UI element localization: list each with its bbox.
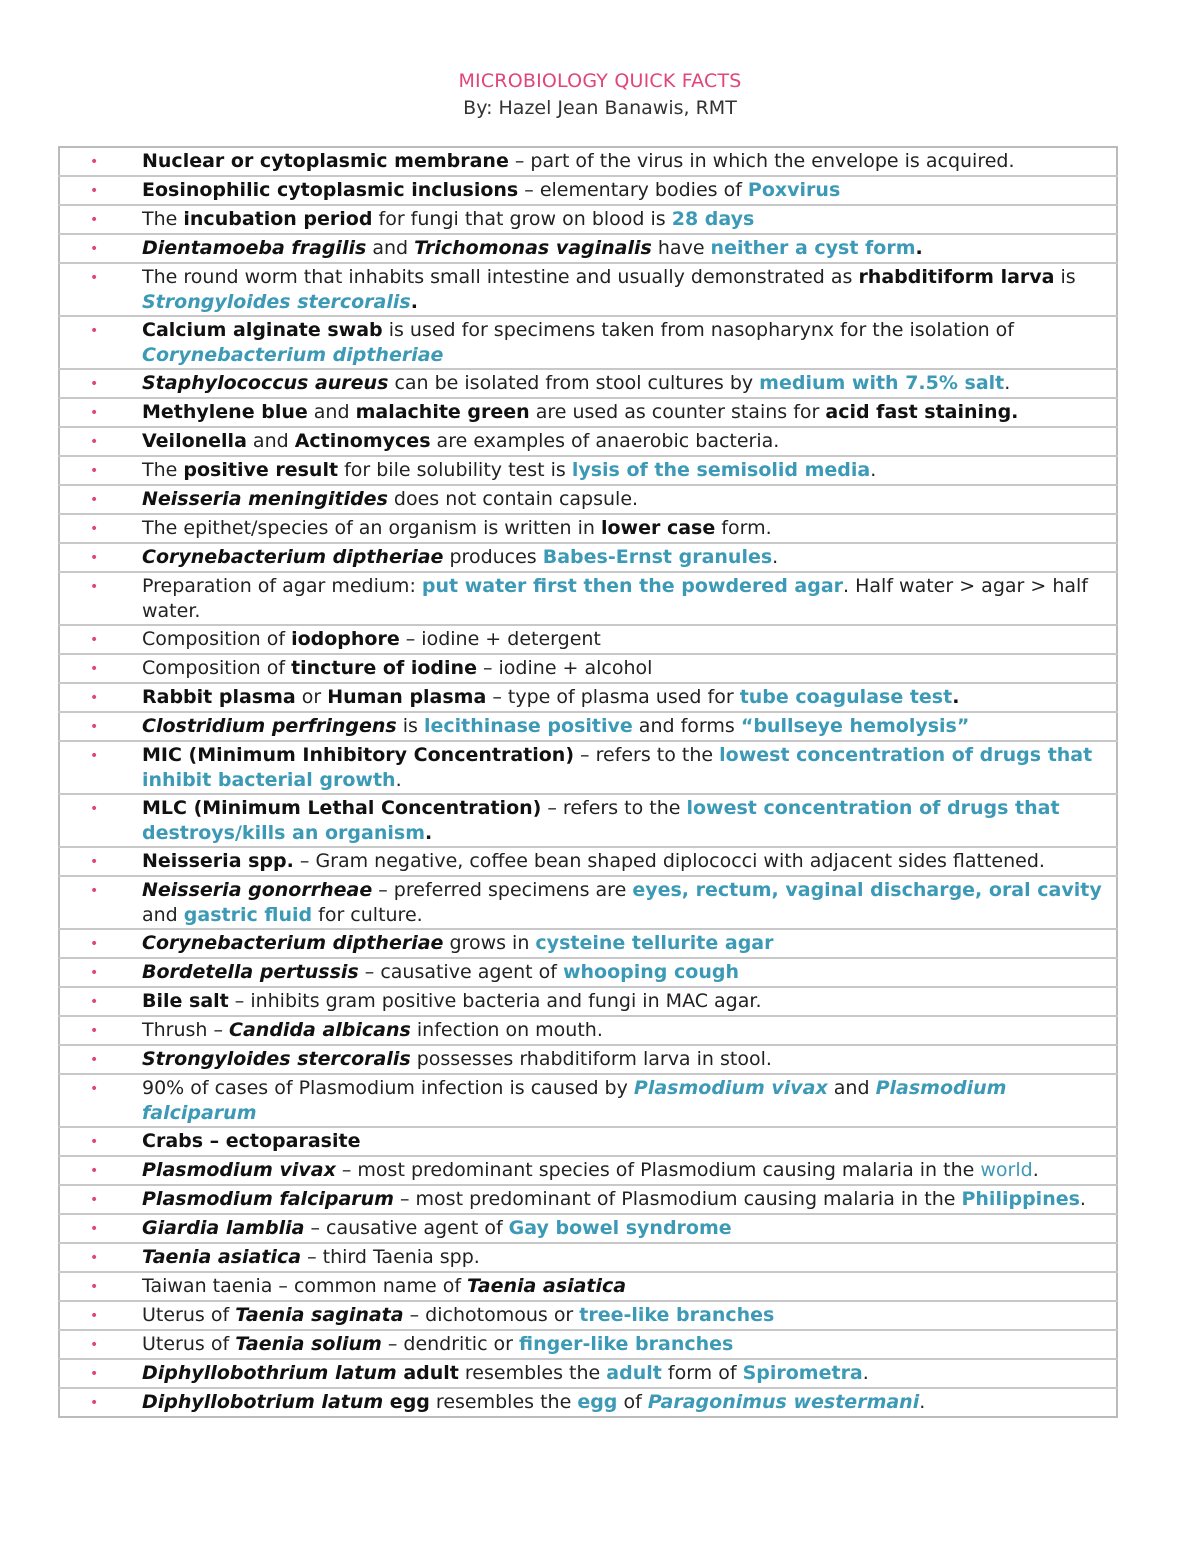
- fact-text: [142, 398, 1117, 427]
- fact-run: Candida albicans: [229, 1019, 411, 1041]
- fact-run: Uterus of: [142, 1333, 236, 1355]
- fact-row: [59, 1301, 1117, 1330]
- fact-run: Staphylococcus aureus: [142, 372, 389, 394]
- fact-run: – most predominant species of Plasmodium causing malaria in the: [335, 1159, 981, 1181]
- bullet-cell: [59, 1045, 142, 1074]
- fact-text: [142, 1359, 1117, 1388]
- fact-run: MIC (Minimum Inhibitory Concentration): [142, 744, 574, 766]
- fact-text: [142, 427, 1117, 456]
- fact-run: – elementary bodies of: [518, 179, 748, 201]
- bullet-cell: [59, 1388, 142, 1417]
- fact-run: cysteine tellurite agar: [535, 932, 774, 954]
- fact-run: Clostridium perfringens: [142, 715, 397, 737]
- fact-run: Uterus of: [142, 1304, 236, 1326]
- fact-text: [142, 958, 1117, 987]
- fact-text: [142, 485, 1117, 514]
- bullet-icon: •: [90, 1250, 99, 1266]
- fact-row: [59, 234, 1117, 263]
- fact-run: 90% of cases of Plasmodium infection is caused by: [142, 1077, 634, 1099]
- fact-row: [59, 316, 1117, 369]
- fact-run: form.: [715, 517, 772, 539]
- bullet-cell: [59, 398, 142, 427]
- fact-row: [59, 398, 1117, 427]
- fact-text: [142, 1214, 1117, 1243]
- bullet-cell: [59, 1301, 142, 1330]
- fact-run: – preferred specimens are: [372, 879, 633, 901]
- bullet-icon: •: [90, 661, 99, 677]
- fact-run: tincture of iodine: [291, 657, 477, 679]
- fact-run: Babes-Ernst granules: [542, 546, 773, 568]
- bullet-icon: •: [90, 1395, 99, 1411]
- fact-run: .: [1032, 1159, 1039, 1181]
- fact-text: [142, 712, 1117, 741]
- fact-run: Human plasma: [327, 686, 487, 708]
- fact-row: [59, 1156, 1117, 1185]
- fact-run: Strongyloides stercoralis: [142, 291, 411, 313]
- bullet-icon: •: [90, 579, 99, 595]
- fact-run: medium with 7.5% salt: [759, 372, 1005, 394]
- bullet-cell: [59, 234, 142, 263]
- bullet-icon: •: [90, 1337, 99, 1353]
- bullet-cell: [59, 1016, 142, 1045]
- fact-text: [142, 1074, 1117, 1127]
- document-author: By: Hazel Jean Banawis, RMT: [463, 97, 737, 119]
- bullet-cell: [59, 741, 142, 794]
- bullet-cell: [59, 1243, 142, 1272]
- fact-run: Philippines: [961, 1188, 1080, 1210]
- fact-run: .: [425, 822, 433, 844]
- fact-row: [59, 1359, 1117, 1388]
- bullet-cell: [59, 654, 142, 683]
- bullet-cell: [59, 176, 142, 205]
- bullet-icon: •: [90, 323, 99, 339]
- fact-run: – refers to the: [574, 744, 720, 766]
- fact-run: Crabs – ectoparasite: [142, 1130, 361, 1152]
- fact-run: Actinomyces: [294, 430, 431, 452]
- fact-run: Composition of: [142, 628, 292, 650]
- fact-text: [142, 316, 1117, 369]
- fact-run: and forms: [632, 715, 741, 737]
- fact-run: Thrush –: [142, 1019, 230, 1041]
- fact-run: Paragonimus westermani: [647, 1391, 920, 1413]
- bullet-icon: •: [90, 376, 99, 392]
- fact-run: malachite green: [355, 401, 530, 423]
- fact-text: [142, 1016, 1117, 1045]
- fact-text: [142, 234, 1117, 263]
- fact-run: is used for specimens taken from nasopharynx for the isolation of: [382, 319, 1014, 341]
- bullet-icon: •: [90, 1308, 99, 1324]
- fact-text: [142, 987, 1117, 1016]
- fact-text: [142, 456, 1117, 485]
- bullet-cell: [59, 456, 142, 485]
- fact-run: Trichomonas vaginalis: [414, 237, 652, 259]
- fact-row: [59, 427, 1117, 456]
- bullet-cell: [59, 712, 142, 741]
- fact-run: Gay bowel syndrome: [508, 1217, 732, 1239]
- fact-run: Dientamoeba fragilis: [142, 237, 367, 259]
- fact-text: [142, 1156, 1117, 1185]
- fact-run: The round worm that inhabits small intestine and usually demonstrated as: [142, 266, 859, 288]
- fact-row: [59, 1127, 1117, 1156]
- fact-run: Preparation of agar medium:: [142, 575, 422, 597]
- fact-run: Taenia asiatica: [142, 1246, 302, 1268]
- fact-run: – third Taenia spp.: [301, 1246, 480, 1268]
- fact-row: [59, 147, 1117, 176]
- bullet-icon: •: [90, 965, 99, 981]
- fact-text: [142, 1388, 1117, 1417]
- bullet-cell: [59, 485, 142, 514]
- fact-run: – most predominant of Plasmodium causing malaria in the: [393, 1188, 962, 1210]
- fact-run: finger-like branches: [519, 1333, 734, 1355]
- fact-run: – part of the virus in which the envelope is acquired.: [508, 150, 1015, 172]
- fact-text: [142, 369, 1117, 398]
- bullet-icon: •: [90, 270, 99, 286]
- fact-run: – type of plasma used for: [486, 686, 740, 708]
- fact-row: [59, 369, 1117, 398]
- fact-run: .: [410, 291, 418, 313]
- fact-run: Rabbit plasma: [142, 686, 296, 708]
- fact-run: egg: [383, 1391, 430, 1413]
- fact-run: 28 days: [671, 208, 755, 230]
- fact-run: Diphyllobotrium latum: [142, 1391, 384, 1413]
- fact-run: Plasmodium falciparum: [142, 1188, 394, 1210]
- bullet-icon: •: [90, 492, 99, 508]
- fact-run: incubation period: [183, 208, 373, 230]
- bullet-icon: •: [90, 1134, 99, 1150]
- fact-run: . Half water > agar > half water.: [142, 575, 1088, 622]
- bullet-icon: •: [90, 632, 99, 648]
- bullet-icon: •: [90, 521, 99, 537]
- fact-run: tube coagulase test: [739, 686, 953, 708]
- fact-run: .: [919, 1391, 926, 1413]
- fact-text: [142, 1045, 1117, 1074]
- fact-row: [59, 1330, 1117, 1359]
- fact-text: [142, 625, 1117, 654]
- fact-row: [59, 794, 1117, 847]
- bullet-icon: •: [90, 154, 99, 170]
- fact-run: The: [142, 459, 184, 481]
- fact-row: [59, 1016, 1117, 1045]
- fact-run: .: [772, 546, 779, 568]
- fact-run: Veilonella: [142, 430, 247, 452]
- fact-row: [59, 1185, 1117, 1214]
- fact-run: and: [366, 237, 415, 259]
- fact-run: Nuclear or cytoplasmic membrane: [142, 150, 509, 172]
- fact-row: [59, 176, 1117, 205]
- fact-run: world: [980, 1159, 1033, 1181]
- fact-run: – Gram negative, coffee bean shaped diplococci with adjacent sides flattened.: [293, 850, 1045, 872]
- bullet-cell: [59, 1156, 142, 1185]
- fact-run: lowest concentration of drugs that inhibit bacterial growth: [142, 744, 1093, 791]
- fact-run: resembles the: [429, 1391, 578, 1413]
- fact-run: .: [870, 459, 877, 481]
- bullet-icon: •: [90, 1081, 99, 1097]
- fact-run: egg: [577, 1391, 618, 1413]
- bullet-icon: •: [90, 719, 99, 735]
- fact-row: [59, 987, 1117, 1016]
- fact-run: for culture.: [312, 904, 423, 926]
- fact-run: Plasmodium falciparum: [142, 1077, 1007, 1124]
- bullet-icon: •: [90, 405, 99, 421]
- fact-run: gastric fluid: [183, 904, 313, 926]
- fact-run: are used as counter stains for: [529, 401, 826, 423]
- fact-run: grows in: [443, 932, 536, 954]
- fact-run: .: [1004, 372, 1011, 394]
- bullet-icon: •: [90, 690, 99, 706]
- fact-run: Eosinophilic cytoplasmic inclusions: [142, 179, 519, 201]
- bullet-icon: •: [90, 1221, 99, 1237]
- fact-run: The: [142, 208, 184, 230]
- fact-run: – iodine + alcohol: [476, 657, 653, 679]
- fact-row: [59, 514, 1117, 543]
- fact-text: [142, 514, 1117, 543]
- fact-text: [142, 176, 1117, 205]
- fact-text: [142, 1185, 1117, 1214]
- fact-run: eyes, rectum, vaginal discharge, oral cavity: [632, 879, 1102, 901]
- bullet-cell: [59, 572, 142, 625]
- fact-text: [142, 654, 1117, 683]
- fact-row: [59, 876, 1117, 929]
- fact-run: Methylene blue: [142, 401, 308, 423]
- bullet-icon: •: [90, 854, 99, 870]
- fact-run: Bile salt: [142, 990, 229, 1012]
- bullet-cell: [59, 1330, 142, 1359]
- fact-text: [142, 1301, 1117, 1330]
- fact-run: tree-like branches: [579, 1304, 775, 1326]
- bullet-cell: [59, 1127, 142, 1156]
- fact-run: infection on mouth.: [410, 1019, 603, 1041]
- fact-run: whooping cough: [562, 961, 739, 983]
- fact-run: is: [396, 715, 424, 737]
- bullet-cell: [59, 263, 142, 316]
- fact-row: [59, 929, 1117, 958]
- bullet-cell: [59, 876, 142, 929]
- fact-run: – inhibits gram positive bacteria and fungi in MAC agar.: [228, 990, 762, 1012]
- fact-run: – dichotomous or: [403, 1304, 580, 1326]
- fact-run: Spirometra: [742, 1362, 863, 1384]
- fact-run: and: [142, 904, 184, 926]
- bullet-icon: •: [90, 1163, 99, 1179]
- fact-run: lowest concentration of drugs that destroys/kills an organism: [142, 797, 1060, 844]
- fact-run: for bile solubility test is: [338, 459, 572, 481]
- fact-run: lecithinase positive: [423, 715, 633, 737]
- fact-text: [142, 1330, 1117, 1359]
- bullet-cell: [59, 1359, 142, 1388]
- fact-run: iodophore: [291, 628, 400, 650]
- fact-run: put water first then the powdered agar: [421, 575, 844, 597]
- bullet-cell: [59, 794, 142, 847]
- fact-run: – causative agent of: [358, 961, 563, 983]
- fact-row: [59, 1272, 1117, 1301]
- fact-run: .: [915, 237, 923, 259]
- facts-table-body: [59, 147, 1117, 1417]
- bullet-icon: •: [90, 1366, 99, 1382]
- fact-text: [142, 263, 1117, 316]
- fact-run: Strongyloides stercoralis: [142, 1048, 411, 1070]
- fact-text: [142, 929, 1117, 958]
- bullet-cell: [59, 369, 142, 398]
- document-title: MICROBIOLOGY QUICK FACTS: [458, 70, 742, 92]
- bullet-icon: •: [90, 212, 99, 228]
- fact-run: Neisseria gonorrheae: [142, 879, 373, 901]
- fact-run: and: [246, 430, 295, 452]
- fact-row: [59, 958, 1117, 987]
- fact-run: for fungi that grow on blood is: [372, 208, 672, 230]
- fact-run: Taenia asiatica: [467, 1275, 627, 1297]
- fact-run: neither a cyst form: [710, 237, 916, 259]
- fact-text: [142, 794, 1117, 847]
- bullet-icon: •: [90, 1052, 99, 1068]
- fact-row: [59, 712, 1117, 741]
- fact-run: resembles the: [458, 1362, 607, 1384]
- fact-text: [142, 572, 1117, 625]
- fact-run: Composition of: [142, 657, 292, 679]
- fact-run: “bullseye hemolysis”: [740, 715, 970, 737]
- fact-run: Corynebacterium diptheriae: [142, 546, 444, 568]
- fact-run: – iodine + detergent: [399, 628, 601, 650]
- bullet-cell: [59, 543, 142, 572]
- fact-row: [59, 456, 1117, 485]
- bullet-cell: [59, 929, 142, 958]
- fact-run: and: [307, 401, 356, 423]
- fact-run: Taenia saginata: [235, 1304, 404, 1326]
- fact-run: Corynebacterium diptheriae: [142, 932, 444, 954]
- fact-run: and: [827, 1077, 876, 1099]
- fact-run: adult: [606, 1362, 662, 1384]
- fact-text: [142, 543, 1117, 572]
- fact-row: [59, 543, 1117, 572]
- bullet-cell: [59, 1185, 142, 1214]
- fact-run: – causative agent of: [304, 1217, 509, 1239]
- fact-run: positive result: [183, 459, 339, 481]
- bullet-cell: [59, 987, 142, 1016]
- fact-row: [59, 625, 1117, 654]
- bullet-icon: •: [90, 1023, 99, 1039]
- bullet-cell: [59, 1272, 142, 1301]
- fact-row: [59, 205, 1117, 234]
- fact-text: [142, 741, 1117, 794]
- fact-run: Giardia lamblia: [142, 1217, 305, 1239]
- fact-run: Corynebacterium diptheriae: [142, 344, 444, 366]
- bullet-icon: •: [90, 183, 99, 199]
- fact-run: are examples of anaerobic bacteria.: [430, 430, 780, 452]
- fact-run: form of: [661, 1362, 743, 1384]
- fact-run: Diphyllobothrium latum: [142, 1362, 397, 1384]
- bullet-cell: [59, 958, 142, 987]
- bullet-icon: •: [90, 463, 99, 479]
- bullet-cell: [59, 847, 142, 876]
- fact-run: can be isolated from stool cultures by: [388, 372, 760, 394]
- fact-run: .: [952, 686, 960, 708]
- fact-row: [59, 654, 1117, 683]
- bullet-cell: [59, 1214, 142, 1243]
- fact-text: [142, 147, 1117, 176]
- fact-row: [59, 1214, 1117, 1243]
- bullet-icon: •: [90, 434, 99, 450]
- bullet-cell: [59, 514, 142, 543]
- bullet-cell: [59, 427, 142, 456]
- bullet-icon: •: [90, 550, 99, 566]
- fact-row: [59, 683, 1117, 712]
- fact-run: .: [862, 1362, 869, 1384]
- fact-run: adult: [396, 1362, 459, 1384]
- fact-row: [59, 485, 1117, 514]
- fact-row: [59, 741, 1117, 794]
- fact-run: .: [395, 769, 402, 791]
- bullet-cell: [59, 683, 142, 712]
- fact-run: – dendritic or: [381, 1333, 520, 1355]
- fact-run: The epithet/species of an organism is written in: [142, 517, 601, 539]
- fact-run: have: [651, 237, 711, 259]
- bullet-icon: •: [90, 1279, 99, 1295]
- fact-text: [142, 683, 1117, 712]
- fact-run: Plasmodium vivax: [633, 1077, 828, 1099]
- fact-text: [142, 1127, 1117, 1156]
- fact-text: [142, 1272, 1117, 1301]
- fact-run: – refers to the: [541, 797, 687, 819]
- fact-run: of: [617, 1391, 648, 1413]
- fact-run: lower case: [600, 517, 716, 539]
- bullet-icon: •: [90, 801, 99, 817]
- fact-run: Poxvirus: [747, 179, 841, 201]
- bullet-icon: •: [90, 883, 99, 899]
- bullet-cell: [59, 625, 142, 654]
- fact-row: [59, 1388, 1117, 1417]
- fact-text: [142, 876, 1117, 929]
- fact-run: .: [1079, 1188, 1086, 1210]
- bullet-cell: [59, 205, 142, 234]
- bullet-cell: [59, 316, 142, 369]
- facts-table: [58, 146, 1118, 1418]
- fact-run: Neisseria meningitides: [142, 488, 388, 510]
- bullet-cell: [59, 147, 142, 176]
- fact-row: [59, 1045, 1117, 1074]
- bullet-icon: •: [90, 936, 99, 952]
- fact-row: [59, 847, 1117, 876]
- fact-run: Taenia solium: [235, 1333, 382, 1355]
- bullet-icon: •: [90, 1192, 99, 1208]
- fact-run: rhabditiform larva: [858, 266, 1055, 288]
- fact-run: lysis of the semisolid media: [571, 459, 871, 481]
- fact-text: [142, 1243, 1117, 1272]
- fact-run: Taiwan taenia – common name of: [142, 1275, 468, 1297]
- fact-run: does not contain capsule.: [387, 488, 639, 510]
- bullet-icon: •: [90, 748, 99, 764]
- fact-row: [59, 1243, 1117, 1272]
- fact-run: possesses rhabditiform larva in stool.: [410, 1048, 772, 1070]
- bullet-cell: [59, 1074, 142, 1127]
- fact-run: MLC (Minimum Lethal Concentration): [142, 797, 542, 819]
- fact-run: produces: [443, 546, 543, 568]
- fact-row: [59, 572, 1117, 625]
- fact-run: Bordetella pertussis: [142, 961, 359, 983]
- fact-run: acid fast staining.: [825, 401, 1019, 423]
- fact-run: Plasmodium vivax: [142, 1159, 336, 1181]
- fact-text: [142, 847, 1117, 876]
- bullet-icon: •: [90, 241, 99, 257]
- bullet-icon: •: [90, 994, 99, 1010]
- fact-run: or: [295, 686, 328, 708]
- fact-run: is: [1054, 266, 1076, 288]
- fact-row: [59, 263, 1117, 316]
- fact-text: [142, 205, 1117, 234]
- fact-run: Calcium alginate swab: [142, 319, 383, 341]
- fact-run: Neisseria spp.: [142, 850, 294, 872]
- fact-row: [59, 1074, 1117, 1127]
